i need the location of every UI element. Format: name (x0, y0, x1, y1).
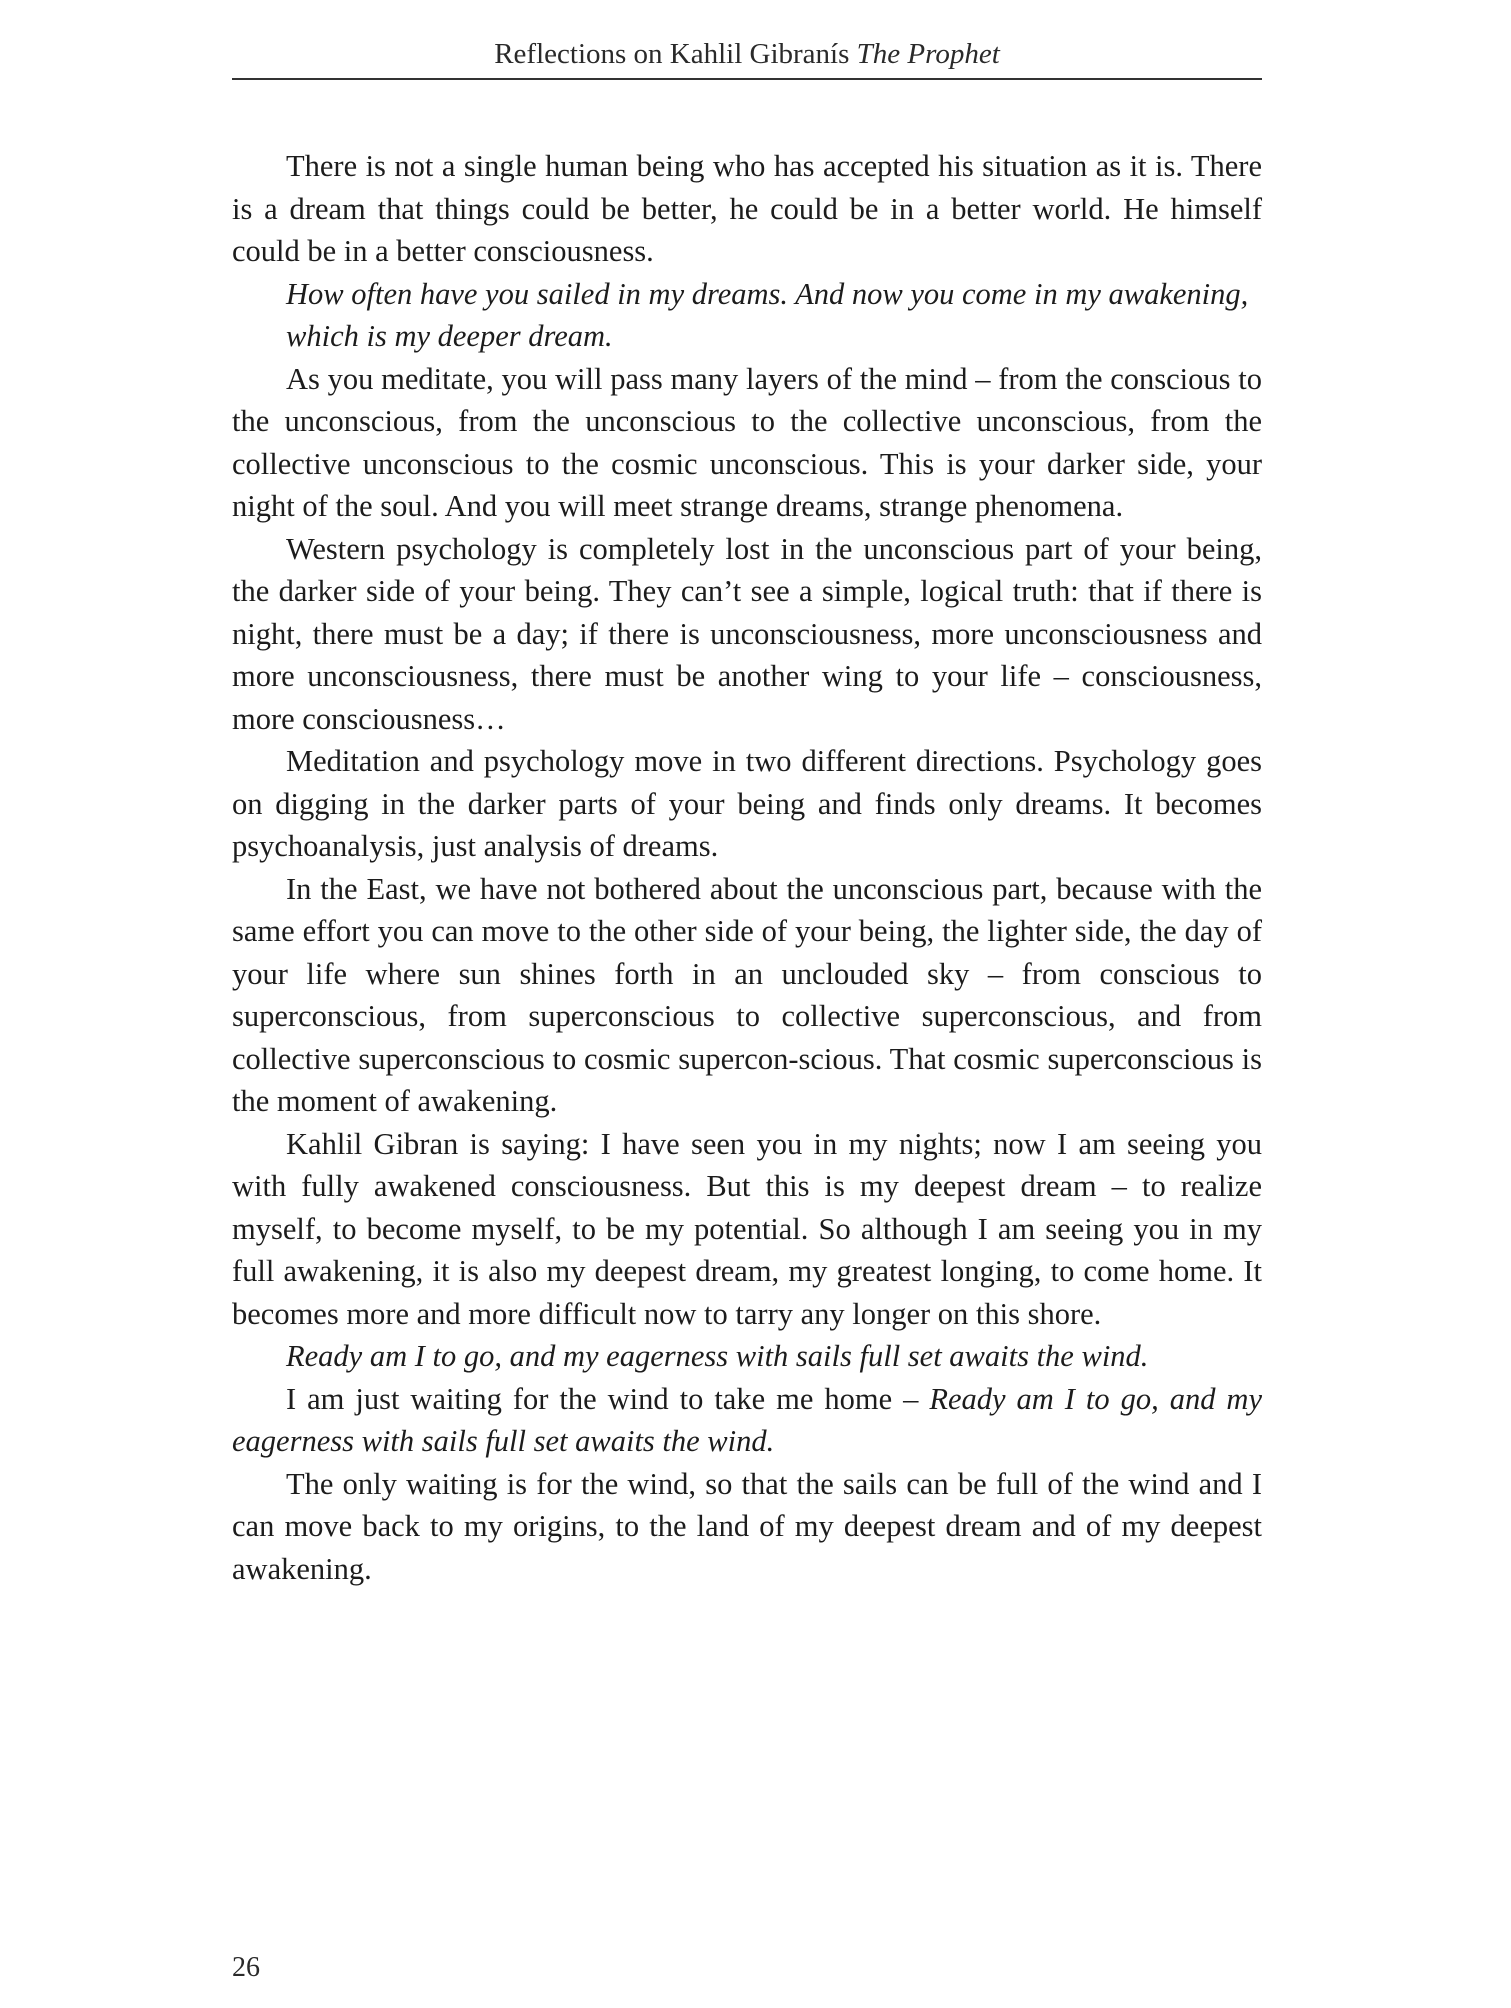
page-number: 26 (232, 1952, 260, 1983)
header-rule (232, 78, 1262, 80)
paragraph-3: Western psychology is completely lost in the unconscious part of your being, the darker side of your being. They can’t see a simple, logical truth: that if there is night, there must be a day; if there is unconsciousness, more unconsciousness and more unconsciousness, there must be another wing to your life – consciousness, more consciousness… (232, 531, 1262, 736)
paragraph-1: There is not a single human being who has accepted his situation as it is. There is a dream that things could be better, he could be in a better world. He himself could be in a better consciousness. (232, 149, 1262, 268)
paragraph-2: As you meditate, you will pass many layers of the mind – from the conscious to the unconscious, from the unconscious to the collective unconscious, from the collective unconscious to the cosmic unconscious. This is your darker side, your night of the soul. And you will meet strange dreams, strange phenomena. (232, 361, 1262, 523)
paragraph-7 (232, 1378, 1262, 1463)
paragraph-7-text: I am just waiting for the wind to take me home – (286, 1381, 930, 1416)
paragraph-6: Kahlil Gibran is saying: I have seen you in my nights; now I am seeing you with fully awakened consciousness. But this is my deepest dream – to realize myself, to become myself, to be my potential. So although I am seeing you in my full awakening, it is also my deepest dream, my greatest longing, to come home. It becomes more and more difficult now to tarry any longer on this shore. (232, 1126, 1262, 1331)
paragraph-7-inline-quote: Ready am I to go, and my eagerness with sails full set awaits the wind. (232, 1381, 1262, 1458)
block-quote-1: How often have you sailed in my dreams. And now you come in my awakening, which is my deeper dream. (286, 276, 1249, 353)
paragraph-8: The only waiting is for the wind, so that the sails can be full of the wind and I can move back to my origins, to the land of my deepest dream and of my deepest awakening. (232, 1466, 1262, 1586)
running-head (232, 34, 1262, 74)
running-head-prefix: Reflections on Kahlil Gibranís (494, 38, 857, 70)
paragraph-5: In the East, we have not bothered about the unconscious part, because with the same effort you can move to the other side of your being, the lighter side, the day of your life where sun shines forth in an unclouded sky – from conscious to superconscious, from superconscious to collective superconscious, and from collective superconscious to cosmic supercon-scious. That cosmic superconscious is the moment of awakening. (232, 871, 1262, 1118)
paragraph-4: Meditation and psychology move in two different directions. Psychology goes on digging in the darker parts of your being and finds only dreams. It becomes psychoanalysis, just analysis of dreams. (232, 744, 1262, 863)
block-quote-2: Ready am I to go, and my eagerness with sails full set awaits the wind. (286, 1339, 1149, 1373)
running-head-book-title: The Prophet (856, 38, 1000, 70)
body-text (232, 145, 1262, 1590)
